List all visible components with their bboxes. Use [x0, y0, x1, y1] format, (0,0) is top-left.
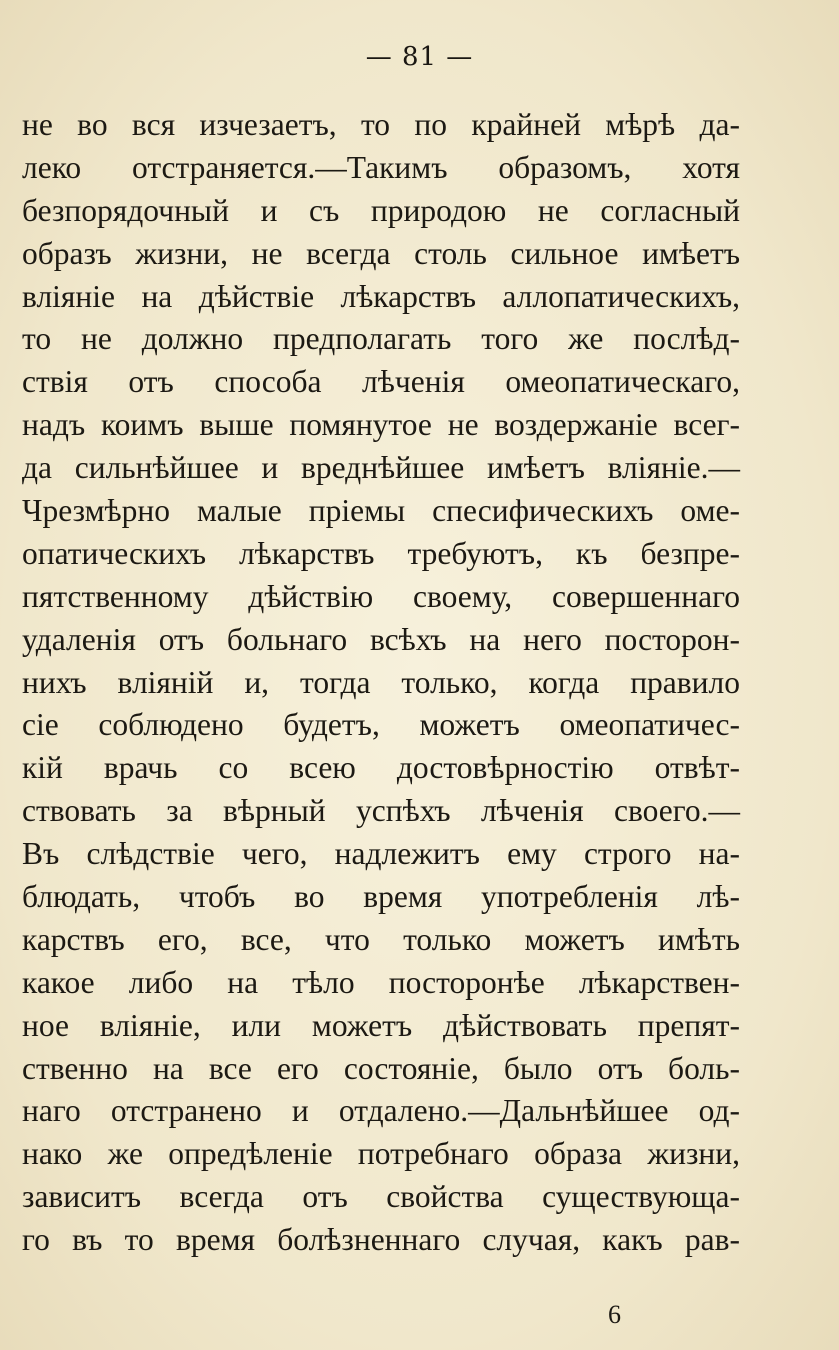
text-line: Въ слѣдствіе чего, надлежитъ ему строго на- [22, 836, 740, 872]
text-line: ствія отъ способа лѣченія омеопатическаго, [22, 364, 740, 400]
text-line: опатическихъ лѣкарствъ требуютъ, къ безпре- [22, 535, 740, 571]
page-number-header: — 81 — [365, 42, 474, 72]
text-line: удаленія отъ больнаго всѣхъ на него посторон- [22, 621, 740, 657]
text-line: леко отстраняется.—Такимъ образомъ, хотя [22, 149, 740, 185]
text-line: Чрезмѣрно малые пріемы спесифическихъ оме- [22, 493, 740, 529]
text-line: безпорядочный и съ природою не согласный [22, 192, 740, 228]
text-line: сіе соблюдено будетъ, можетъ омеопатичес- [22, 707, 740, 743]
text-line: блюдать, чтобъ во время употребленія лѣ- [22, 879, 740, 915]
text-line: ственно на все его состояніе, было отъ боль- [22, 1050, 740, 1086]
text-line: кій врачь со всею достовѣрностію отвѣт- [22, 750, 740, 786]
signature-mark: 6 [608, 1300, 621, 1329]
text-line: вліяніе на дѣйствіе лѣкарствъ аллопатическихъ, [22, 278, 740, 314]
text-line: нихъ вліяній и, тогда только, когда правило [22, 664, 740, 700]
text-line: ствовать за вѣрный успѣхъ лѣченія своего.— [22, 793, 740, 829]
text-line: то не должно предполагать того же послѣд- [22, 321, 740, 357]
text-line: нако же опредѣленіе потребнаго образа жизни, [22, 1136, 740, 1172]
text-line: го въ то время болѣзненнаго случая, какъ рав- [22, 1222, 740, 1258]
text-line: какое либо на тѣло посторонѣе лѣкарствен- [22, 964, 740, 1000]
body-text [22, 104, 740, 1262]
text-line: надъ коимъ выше помянутое не воздержаніе всег- [22, 407, 740, 443]
text-line: да сильнѣйшее и вреднѣйшее имѣетъ вліяніе.— [22, 450, 740, 486]
text-line: не во вся изчезаетъ, то по крайней мѣрѣ да- [22, 107, 740, 142]
text-line: пятственному дѣйствію своему, совершеннаго [22, 578, 740, 614]
text-line: зависитъ всегда отъ свойства существующа- [22, 1179, 740, 1215]
text-line: ное вліяніе, или можетъ дѣйствовать препят- [22, 1007, 740, 1043]
text-line: наго отстранено и отдалено.—Дальнѣйшее од- [22, 1093, 740, 1129]
text-line: карствъ его, все, что только можетъ имѣть [22, 921, 740, 957]
text-line: образъ жизни, не всегда столь сильное имѣетъ [22, 235, 740, 271]
